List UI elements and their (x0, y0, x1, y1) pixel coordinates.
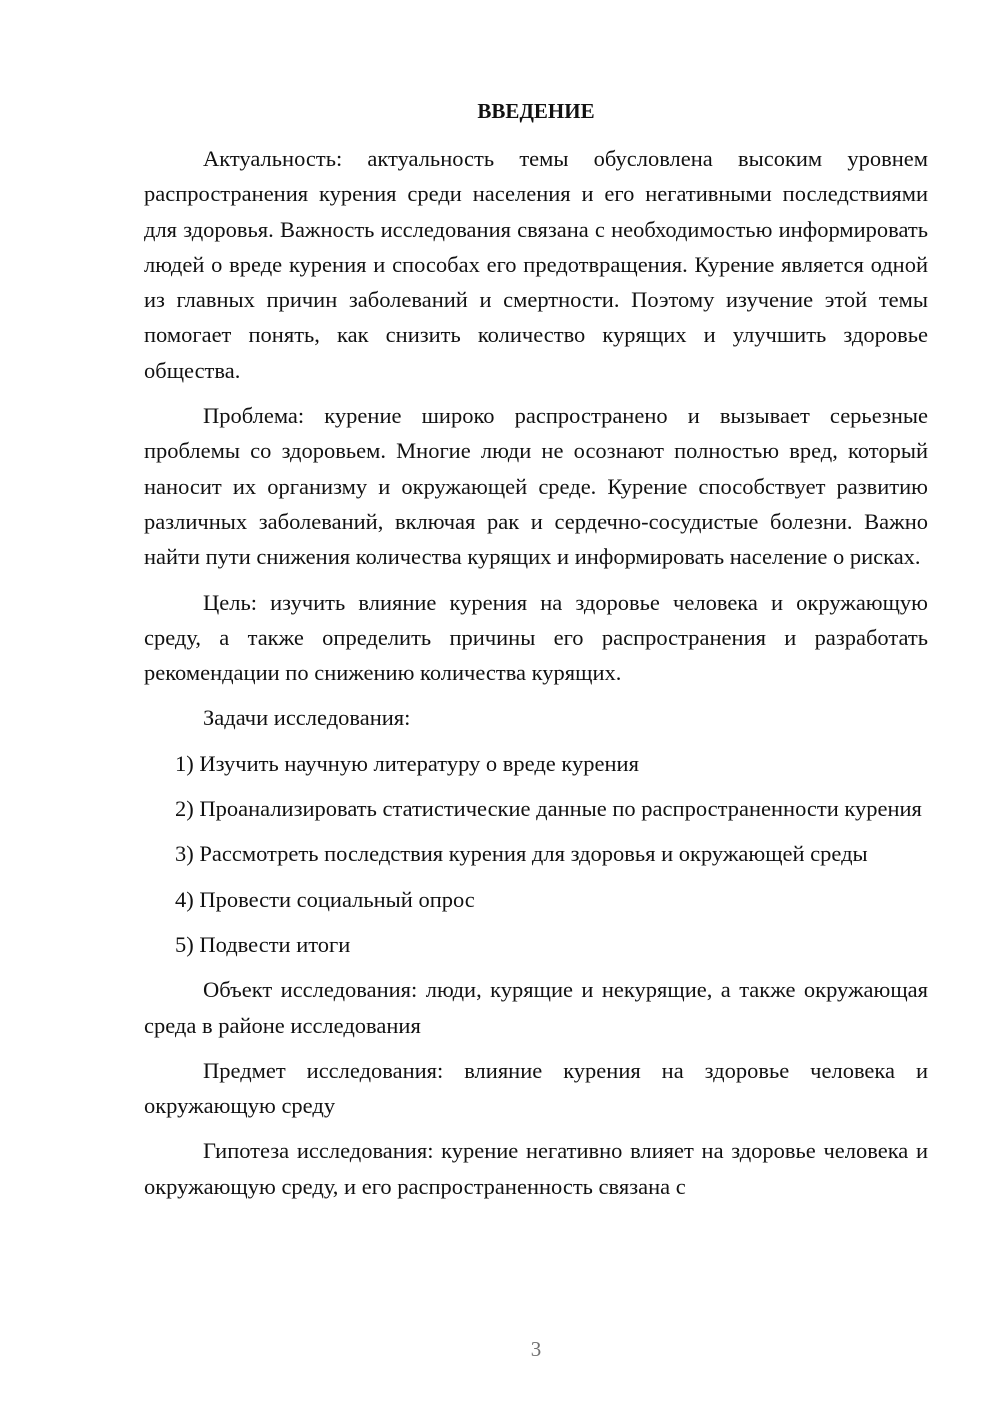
page-number: 3 (530, 1337, 542, 1361)
task-item: 2) Проанализировать статистические данные по распространенности курения (175, 796, 922, 822)
task-item: 4) Провести социальный опрос (175, 886, 475, 912)
relevance-paragraph: Актуальность: актуальность темы обусловлена высоким уровнем распространения курения среди населения и его негативными последствиями для здоровья. Важность исследования связана с необходимостью информировать людей о вреде курения и способах его предотвращения. Курение является одной из главных причин заболеваний и смертности. Поэтому изучение этой темы помогает понять, как снизить количество курящих и улучшить здоровье общества. (144, 146, 928, 383)
subject-paragraph: Предмет исследования: влияние курения на здоровье человека и окружающую среду (144, 1057, 928, 1119)
task-item: 1) Изучить научную литературу о вреде курения (175, 750, 639, 776)
document-body (144, 141, 928, 1204)
hypothesis-paragraph: Гипотеза исследования: курение негативно влияет на здоровье человека и окружающую среду, и его распространенность связана с (144, 1138, 928, 1199)
problem-paragraph: Проблема: курение широко распространено и вызывает серьезные проблемы со здоровьем. Многие люди не осознают полностью вред, который наносит их организму и окружающей среде. Курение способствует развитию различных заболеваний, включая рак и сердечно-сосудистые болезни. Важно найти пути снижения количества курящих и информировать население о рисках. (144, 403, 928, 570)
object-paragraph: Объект исследования: люди, курящие и некурящие, а также окружающая среда в районе исследования (144, 977, 928, 1038)
tasks-title: Задачи исследования: (203, 705, 411, 731)
goal-paragraph: Цель: изучить влияние курения на здоровье человека и окружающую среду, а также определить причины его распространения и разработать рекомендации по снижению количества курящих. (144, 589, 928, 686)
task-item: 3) Рассмотреть последствия курения для здоровья и окружающей среды (175, 841, 868, 867)
page-title: ВВЕДЕНИЕ (477, 99, 595, 123)
task-item: 5) Подвести итоги (175, 931, 351, 957)
